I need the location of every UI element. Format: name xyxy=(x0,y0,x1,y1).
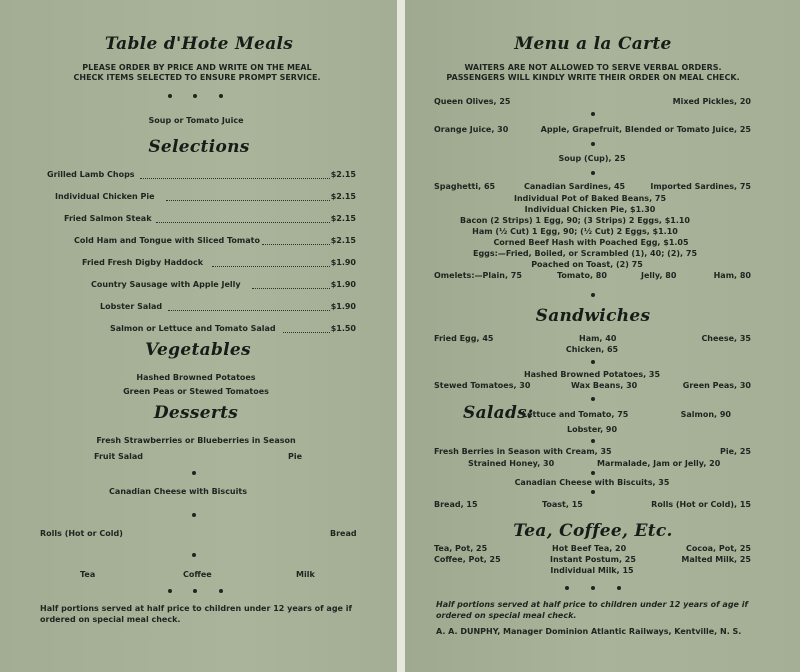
divider-dot xyxy=(192,513,196,517)
selection-price: $2.15 xyxy=(330,192,356,201)
milk: Milk xyxy=(296,570,315,579)
dessert-fruit-salad: Fruit Salad xyxy=(94,452,143,461)
coffee-pot: Coffee, Pot, 25 xyxy=(434,555,501,564)
instruction-line-2: CHECK ITEMS SELECTED TO ENSURE PROMPT SERVICE. xyxy=(73,73,321,82)
selection-item: Salmon or Lettuce and Tomato Salad xyxy=(110,324,276,333)
vegetable-item: Green Peas or Stewed Tomatoes xyxy=(123,387,269,396)
dot-leader xyxy=(212,266,330,267)
half-portions-note: Half portions served at half price to children under 12 years of age if ordered on special meal check. xyxy=(436,600,748,620)
selection-item: Fried Fresh Digby Haddock xyxy=(82,258,204,267)
dot-leader xyxy=(168,310,330,311)
fresh-berries: Fresh Berries in Season with Cream, 35 xyxy=(434,447,612,456)
stewed-tomatoes: Stewed Tomatoes, 30 xyxy=(434,381,531,390)
soup-cup: Soup (Cup), 25 xyxy=(558,154,626,163)
canadian-sardines: Canadian Sardines, 45 xyxy=(524,182,626,191)
dot-leader xyxy=(156,222,330,223)
baked-beans: Individual Pot of Baked Beans, 75 xyxy=(513,194,667,203)
divider-dot xyxy=(219,589,223,593)
spaghetti: Spaghetti, 65 xyxy=(434,182,496,191)
salads-heading: Salads: xyxy=(463,403,534,423)
divider-dot xyxy=(591,142,595,146)
bread: Bread xyxy=(330,529,357,538)
divider-dot xyxy=(591,293,595,297)
omelets-plain: Omelets:—Plain, 75 xyxy=(434,271,522,280)
sandwich-ham: Ham, 40 xyxy=(579,334,617,343)
marmalade: Marmalade, Jam or Jelly, 20 xyxy=(597,459,721,468)
juices: Apple, Grapefruit, Blended or Tomato Juice, 25 xyxy=(540,125,751,134)
desserts-heading: Desserts xyxy=(153,403,239,423)
divider-dot xyxy=(617,586,621,590)
salmon-salad: Salmon, 90 xyxy=(680,410,731,419)
dot-leader xyxy=(140,178,330,179)
instant-postum: Instant Postum, 25 xyxy=(550,555,636,564)
tea: Tea xyxy=(80,570,96,579)
hashed-browned: Hashed Browned Potatoes, 35 xyxy=(523,370,661,379)
divider-dot xyxy=(591,360,595,364)
selection-item: Fried Salmon Steak xyxy=(64,214,152,223)
sandwich-cheese: Cheese, 35 xyxy=(701,334,751,343)
poached-on-toast: Poached on Toast, (2) 75 xyxy=(531,260,643,269)
hot-beef-tea: Hot Beef Tea, 20 xyxy=(552,544,627,553)
selection-price: $1.90 xyxy=(330,302,356,311)
selection-price: $1.50 xyxy=(330,324,356,333)
corned-beef-hash: Corned Beef Hash with Poached Egg, $1.05 xyxy=(493,238,689,247)
divider-dot xyxy=(168,94,172,98)
divider-dot xyxy=(192,471,196,475)
rolls: Rolls (Hot or Cold), 15 xyxy=(651,500,751,509)
omelets-ham: Ham, 80 xyxy=(713,271,751,280)
divider-dot xyxy=(591,397,595,401)
vegetable-item: Hashed Browned Potatoes xyxy=(136,373,256,382)
half-portions-note: Half portions served at half price to children under 12 years of age if ordered on special meal check. xyxy=(40,604,352,624)
coffee: Coffee xyxy=(183,570,212,579)
wax-beans: Wax Beans, 30 xyxy=(571,381,638,390)
dessert-berries: Fresh Strawberries or Blueberries in Season xyxy=(96,436,296,445)
divider-dot xyxy=(168,589,172,593)
dot-leader xyxy=(252,288,330,289)
selection-item: Cold Ham and Tongue with Sliced Tomato xyxy=(74,236,260,245)
divider-dot xyxy=(591,171,595,175)
selection-item: Country Sausage with Apple Jelly xyxy=(91,280,241,289)
bread: Bread, 15 xyxy=(434,500,478,509)
divider-dot xyxy=(565,586,569,590)
selection-price: $2.15 xyxy=(330,214,356,223)
dot-leader xyxy=(262,244,330,245)
rolls: Rolls (Hot or Cold) xyxy=(40,529,123,538)
soup-or-juice: Soup or Tomato Juice xyxy=(148,116,244,125)
divider-dot xyxy=(591,439,595,443)
instruction-line-2: PASSENGERS WILL KINDLY WRITE THEIR ORDER ON MEAL CHECK. xyxy=(446,73,740,82)
eggs: Eggs:—Fried, Boiled, or Scrambled (1), 40; (2), 75 xyxy=(472,249,698,258)
dot-leader xyxy=(166,200,330,201)
selection-price: $2.15 xyxy=(330,236,356,245)
instruction-line-1: PLEASE ORDER BY PRICE AND WRITE ON THE MEAL xyxy=(82,63,312,72)
page-fold-gap xyxy=(397,0,405,672)
omelets-tomato: Tomato, 80 xyxy=(557,271,607,280)
imported-sardines: Imported Sardines, 75 xyxy=(650,182,751,191)
divider-dot xyxy=(591,586,595,590)
divider-dot xyxy=(591,490,595,494)
lettuce-tomato-salad: Lettuce and Tomato, 75 xyxy=(522,410,629,419)
ham-and-eggs: Ham (½ Cut) 1 Egg, 90; (½ Cut) 2 Eggs, $1.10 xyxy=(472,227,678,236)
divider-dot xyxy=(192,553,196,557)
divider-dot xyxy=(591,471,595,475)
fried-egg: Fried Egg, 45 xyxy=(434,334,494,343)
mixed-pickles: Mixed Pickles, 20 xyxy=(672,97,751,106)
instruction-line-1: WAITERS ARE NOT ALLOWED TO SERVE VERBAL ORDERS. xyxy=(464,63,722,72)
pie: Pie, 25 xyxy=(720,447,751,456)
green-peas: Green Peas, 30 xyxy=(682,381,751,390)
omelets-jelly: Jelly, 80 xyxy=(641,271,677,280)
a-la-carte-title: Menu a la Carte xyxy=(514,34,672,54)
left-menu-page xyxy=(0,0,397,672)
divider-dot xyxy=(591,112,595,116)
chicken-pie: Individual Chicken Pie, $1.30 xyxy=(524,205,656,214)
selection-item: Grilled Lamb Chops xyxy=(47,170,135,179)
lobster-salad: Lobster, 90 xyxy=(566,425,618,434)
divider-dot xyxy=(219,94,223,98)
individual-milk: Individual Milk, 15 xyxy=(550,566,634,575)
selection-item: Lobster Salad xyxy=(100,302,163,311)
selection-price: $1.90 xyxy=(330,280,356,289)
dessert-pie: Pie xyxy=(288,452,303,461)
sandwiches-heading: Sandwiches xyxy=(535,306,651,326)
bacon-and-eggs: Bacon (2 Strips) 1 Egg, 90; (3 Strips) 2 Eggs, $1.10 xyxy=(459,216,691,225)
tea-coffee-heading: Tea, Coffee, Etc. xyxy=(513,521,673,541)
queen-olives: Queen Olives, 25 xyxy=(434,97,511,106)
sandwich-chicken: Chicken, 65 xyxy=(565,345,619,354)
cocoa-pot: Cocoa, Pot, 25 xyxy=(686,544,751,553)
table-dhote-title: Table d'Hote Meals xyxy=(104,34,294,54)
toast: Toast, 15 xyxy=(542,500,583,509)
vegetables-heading: Vegetables xyxy=(145,340,251,360)
divider-dot xyxy=(193,94,197,98)
selection-price: $2.15 xyxy=(330,170,356,179)
selection-price: $1.90 xyxy=(330,258,356,267)
strained-honey: Strained Honey, 30 xyxy=(468,459,555,468)
orange-juice: Orange Juice, 30 xyxy=(434,125,509,134)
dot-leader xyxy=(283,332,330,333)
right-menu-page xyxy=(405,0,800,672)
malted-milk: Malted Milk, 25 xyxy=(681,555,751,564)
selection-item: Individual Chicken Pie xyxy=(55,192,155,201)
selections-heading: Selections xyxy=(148,137,250,157)
divider-dot xyxy=(193,589,197,593)
dessert-cheese: Canadian Cheese with Biscuits xyxy=(109,487,247,496)
tea-pot: Tea, Pot, 25 xyxy=(434,544,488,553)
manager-credit: A. A. DUNPHY, Manager Dominion Atlantic Railways, Kentville, N. S. xyxy=(436,627,742,636)
cheese-biscuits: Canadian Cheese with Biscuits, 35 xyxy=(514,478,670,487)
